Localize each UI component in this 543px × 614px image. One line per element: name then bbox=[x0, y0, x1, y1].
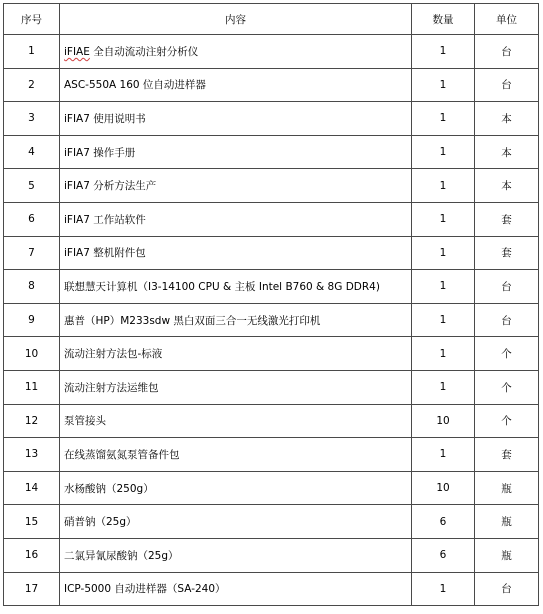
table-row bbox=[4, 303, 539, 337]
cell-serial-number: 4 bbox=[4, 135, 60, 169]
table-row bbox=[4, 538, 539, 572]
cell-serial-number: 2 bbox=[4, 68, 60, 102]
cell-content-text: 流动注射方法包-标液 bbox=[64, 348, 163, 361]
cell-content bbox=[60, 68, 412, 102]
cell-unit: 本 bbox=[475, 102, 539, 136]
cell-serial-number: 16 bbox=[4, 538, 60, 572]
table-header-row bbox=[4, 4, 539, 35]
cell-unit: 套 bbox=[475, 202, 539, 236]
table-row bbox=[4, 135, 539, 169]
table-row bbox=[4, 505, 539, 539]
cell-content-text: 在线蒸馏氨氮泵管备件包 bbox=[64, 448, 180, 461]
table-row bbox=[4, 35, 539, 69]
cell-unit: 个 bbox=[475, 404, 539, 438]
cell-content bbox=[60, 202, 412, 236]
equipment-list-table-container bbox=[3, 3, 539, 606]
cell-content bbox=[60, 270, 412, 304]
cell-serial-number: 6 bbox=[4, 202, 60, 236]
cell-content-text: iFIA7 工作站软件 bbox=[64, 213, 146, 226]
cell-unit: 台 bbox=[475, 68, 539, 102]
cell-content bbox=[60, 538, 412, 572]
cell-quantity: 6 bbox=[412, 538, 475, 572]
cell-unit: 台 bbox=[475, 270, 539, 304]
cell-content bbox=[60, 35, 412, 69]
cell-quantity: 1 bbox=[412, 202, 475, 236]
cell-serial-number: 10 bbox=[4, 337, 60, 371]
cell-content bbox=[60, 236, 412, 270]
header-quantity: 数量 bbox=[412, 4, 475, 35]
table-row bbox=[4, 404, 539, 438]
cell-content bbox=[60, 135, 412, 169]
cell-quantity: 1 bbox=[412, 337, 475, 371]
cell-content-text: 二氯异氰尿酸钠（25g） bbox=[64, 549, 179, 562]
cell-unit: 个 bbox=[475, 370, 539, 404]
table-row bbox=[4, 370, 539, 404]
cell-quantity: 1 bbox=[412, 438, 475, 472]
cell-content-text: iFIA7 整机附件包 bbox=[64, 247, 146, 260]
cell-unit: 套 bbox=[475, 438, 539, 472]
cell-unit: 瓶 bbox=[475, 505, 539, 539]
cell-unit: 本 bbox=[475, 169, 539, 203]
cell-content-text: 硝普钠（25g） bbox=[64, 516, 137, 529]
cell-content bbox=[60, 303, 412, 337]
cell-content bbox=[60, 471, 412, 505]
equipment-list-table bbox=[3, 3, 539, 606]
cell-content-text: 泵管接头 bbox=[64, 415, 106, 428]
cell-content-text: iFIA7 使用说明书 bbox=[64, 112, 146, 125]
cell-content-text: 全自动流动注射分析仪 bbox=[89, 45, 199, 58]
cell-content-text: 惠普（HP）M233sdw 黑白双面三合一无线激光打印机 bbox=[64, 314, 321, 327]
cell-serial-number: 12 bbox=[4, 404, 60, 438]
cell-quantity: 1 bbox=[412, 236, 475, 270]
cell-content bbox=[60, 572, 412, 606]
cell-content bbox=[60, 438, 412, 472]
header-content: 内容 bbox=[60, 4, 412, 35]
cell-quantity: 1 bbox=[412, 270, 475, 304]
cell-serial-number: 13 bbox=[4, 438, 60, 472]
table-row bbox=[4, 68, 539, 102]
cell-serial-number: 15 bbox=[4, 505, 60, 539]
table-row bbox=[4, 236, 539, 270]
table-body bbox=[4, 35, 539, 606]
cell-quantity: 1 bbox=[412, 102, 475, 136]
cell-content-text: 流动注射方法运维包 bbox=[64, 381, 159, 394]
header-serial-number: 序号 bbox=[4, 4, 60, 35]
cell-quantity: 1 bbox=[412, 303, 475, 337]
table-header bbox=[4, 4, 539, 35]
cell-serial-number: 8 bbox=[4, 270, 60, 304]
cell-serial-number: 9 bbox=[4, 303, 60, 337]
table-row bbox=[4, 169, 539, 203]
cell-content bbox=[60, 169, 412, 203]
cell-content-text: ASC-550A 160 位自动进样器 bbox=[64, 79, 206, 92]
cell-unit: 本 bbox=[475, 135, 539, 169]
cell-quantity: 1 bbox=[412, 135, 475, 169]
cell-quantity: 6 bbox=[412, 505, 475, 539]
cell-content bbox=[60, 102, 412, 136]
cell-quantity: 1 bbox=[412, 572, 475, 606]
cell-content bbox=[60, 505, 412, 539]
cell-content-text: iFIA7 分析方法生产 bbox=[64, 180, 157, 193]
cell-serial-number: 17 bbox=[4, 572, 60, 606]
cell-content bbox=[60, 370, 412, 404]
table-row bbox=[4, 438, 539, 472]
cell-serial-number: 14 bbox=[4, 471, 60, 505]
cell-quantity: 1 bbox=[412, 169, 475, 203]
cell-unit: 瓶 bbox=[475, 538, 539, 572]
cell-serial-number: 5 bbox=[4, 169, 60, 203]
cell-content bbox=[60, 404, 412, 438]
cell-content-text: iFIA7 操作手册 bbox=[64, 146, 136, 159]
cell-content-text: 联想慧天计算机（I3-14100 CPU & 主板 Intel B760 & 8G DDR4) bbox=[64, 280, 380, 293]
cell-content bbox=[60, 337, 412, 371]
cell-unit: 台 bbox=[475, 303, 539, 337]
table-row bbox=[4, 270, 539, 304]
cell-unit: 台 bbox=[475, 572, 539, 606]
table-row bbox=[4, 337, 539, 371]
cell-unit: 套 bbox=[475, 236, 539, 270]
table-row bbox=[4, 102, 539, 136]
header-unit: 单位 bbox=[475, 4, 539, 35]
cell-quantity: 10 bbox=[412, 404, 475, 438]
cell-content-text: 水杨酸钠（250g） bbox=[64, 482, 154, 495]
spellcheck-flagged-word: iFIAE bbox=[64, 45, 90, 58]
cell-unit: 台 bbox=[475, 35, 539, 69]
table-row bbox=[4, 202, 539, 236]
cell-unit: 个 bbox=[475, 337, 539, 371]
cell-serial-number: 3 bbox=[4, 102, 60, 136]
cell-quantity: 1 bbox=[412, 35, 475, 69]
cell-quantity: 1 bbox=[412, 370, 475, 404]
cell-serial-number: 1 bbox=[4, 35, 60, 69]
cell-quantity: 10 bbox=[412, 471, 475, 505]
cell-quantity: 1 bbox=[412, 68, 475, 102]
cell-serial-number: 7 bbox=[4, 236, 60, 270]
table-row bbox=[4, 471, 539, 505]
cell-unit: 瓶 bbox=[475, 471, 539, 505]
cell-serial-number: 11 bbox=[4, 370, 60, 404]
table-row bbox=[4, 572, 539, 606]
cell-content-text: ICP-5000 自动进样器（SA-240） bbox=[64, 583, 226, 596]
